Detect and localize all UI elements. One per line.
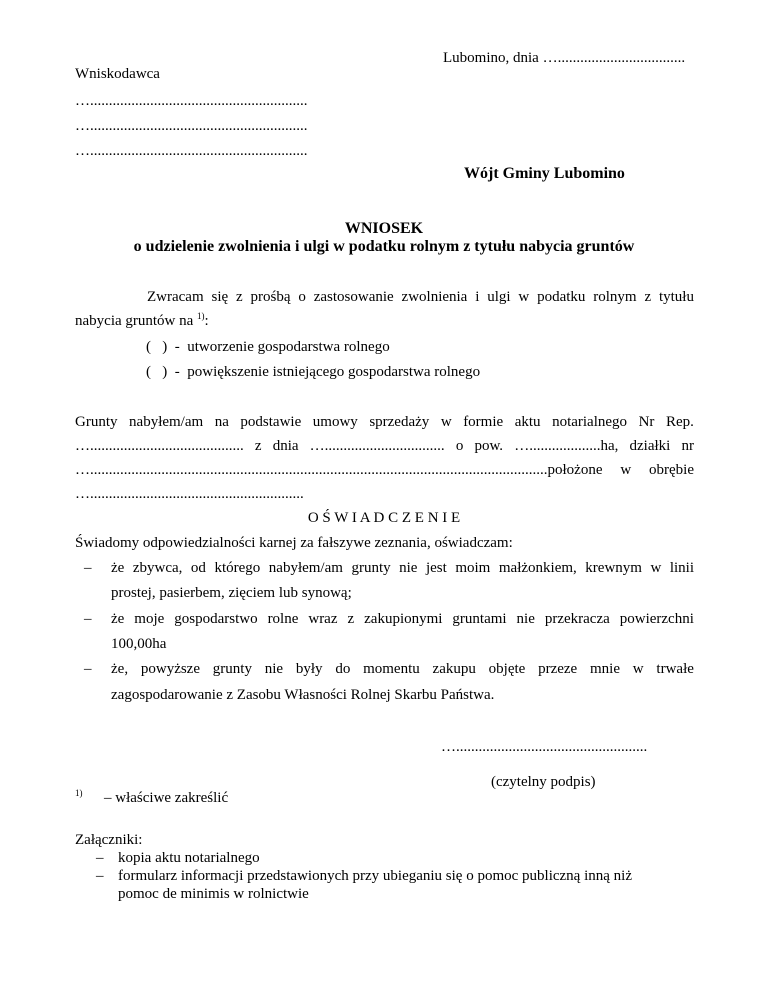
word: rolnym: [593, 289, 637, 305]
word: formie: [463, 414, 504, 430]
signature-label: (czytelny podpis): [491, 774, 596, 790]
word: zbywca,: [132, 560, 183, 576]
option-checkbox[interactable]: ( ): [146, 364, 168, 380]
bullet-dash: –: [96, 868, 104, 884]
word: mnie: [590, 661, 621, 677]
word: zakupionymi: [364, 611, 443, 627]
word: w: [518, 289, 530, 305]
land-line-3: [75, 462, 694, 479]
word: Zwracam: [147, 289, 204, 305]
word: …..........................................................................................................................położone: [75, 462, 603, 478]
word: objęte: [488, 661, 526, 677]
declaration-item-3-line-2: zagospodarowanie z Zasobu Własności Rolnej Skarbu Państwa.: [111, 687, 495, 703]
word: prośbą: [250, 289, 291, 305]
word: …................................: [309, 438, 445, 454]
word: …...................ha,: [514, 438, 619, 454]
declaration-item-3-line-1: [111, 661, 694, 678]
applicant-line-3: …..........................................................: [75, 143, 308, 159]
word: w: [632, 661, 644, 677]
applicant-label: Wniskodawca: [75, 66, 160, 82]
land-line-4: ….........................................................: [75, 486, 304, 502]
word: były: [295, 661, 323, 677]
word: nabyłem/am: [268, 560, 343, 576]
word: do: [335, 661, 351, 677]
word: że: [111, 560, 125, 576]
land-line-1: [75, 414, 694, 431]
footnote: [75, 790, 228, 807]
bullet-dash: –: [84, 611, 92, 627]
declaration-item-2-line-2: 100,00ha: [111, 636, 167, 652]
word: w: [440, 414, 452, 430]
word: w: [650, 560, 662, 576]
word: notarialnego: [552, 414, 628, 430]
word: nie: [516, 611, 535, 627]
word: gospodarstwo: [174, 611, 258, 627]
word: wraz: [308, 611, 338, 627]
word: że,: [111, 661, 129, 677]
word: którego: [214, 560, 261, 576]
word: o: [298, 289, 306, 305]
word: Rep.: [665, 414, 694, 430]
footnote-text: – właściwe zakreślić: [104, 790, 229, 806]
declaration-item-2-line-1: [111, 611, 694, 628]
word: działki: [629, 438, 671, 454]
word: trwałe: [656, 661, 694, 677]
word: momentu: [363, 661, 420, 677]
option-new-farm: ( ) - utworzenie gospodarstwa rolnego: [146, 339, 390, 355]
option-label: utworzenie gospodarstwa rolnego: [187, 339, 390, 355]
attachment-item-1: kopia aktu notarialnego: [118, 850, 260, 866]
word: zastosowanie: [313, 289, 394, 305]
word: o: [455, 438, 464, 454]
signature-line: …...................................................: [441, 739, 648, 755]
attachments-label: Załączniki:: [75, 832, 143, 848]
word: dnia: [272, 438, 299, 454]
word: podstawie: [240, 414, 302, 430]
word: grunty: [212, 661, 252, 677]
word: nie: [264, 661, 284, 677]
option-checkbox[interactable]: ( ): [146, 339, 168, 355]
option-enlarge-farm: ( ) - powiększenie istniejącego gospodarstwa rolnego: [146, 364, 481, 380]
word: linii: [669, 560, 694, 576]
attachment-item-2-line-2: pomoc de minimis w rolnictwie: [118, 886, 309, 902]
word: jest: [425, 560, 447, 576]
word: Nr: [638, 414, 655, 430]
word: ulgi: [487, 289, 511, 305]
word: obrębie: [649, 462, 694, 478]
footnote-mark: 1): [75, 788, 83, 798]
word: nr: [681, 438, 694, 454]
word: i: [475, 289, 480, 305]
request-intro-line-2: [75, 313, 209, 330]
word: rolne: [267, 611, 299, 627]
footnote-reference: 1): [197, 311, 205, 321]
word: z: [254, 438, 262, 454]
word: tytułu: [658, 289, 694, 305]
word: przeze: [538, 661, 578, 677]
applicant-line-1: …..........................................................: [75, 93, 308, 109]
request-intro-text: nabycia gruntów na: [75, 313, 194, 329]
option-label: powiększenie istniejącego gospodarstwa rolnego: [187, 364, 481, 380]
word: przekracza: [544, 611, 610, 627]
declaration-item-1-line-1: [111, 560, 694, 577]
word: nie: [399, 560, 418, 576]
place-date: Lubomino, dnia …..................................: [443, 50, 686, 66]
word: że: [111, 611, 125, 627]
word: aktu: [514, 414, 541, 430]
document-title: WNIOSEK: [344, 220, 424, 237]
word: ….........................................: [75, 438, 244, 454]
word: na: [214, 414, 229, 430]
word: grunty: [351, 560, 391, 576]
request-intro-line-1: [147, 289, 694, 306]
document-subtitle: o udzielenie zwolnienia i ulgi w podatku rolnym z tytułu nabycia gruntów: [133, 238, 635, 255]
recipient: Wójt Gminy Lubomino: [464, 165, 625, 182]
word: krewnym: [585, 560, 642, 576]
applicant-line-2: …..........................................................: [75, 118, 308, 134]
bullet-dash: –: [84, 560, 92, 576]
word: się: [211, 289, 229, 305]
word: Grunty: [75, 414, 118, 430]
word: z: [347, 611, 355, 627]
declaration-heading: O Ś W I A D C Z E N I E: [307, 510, 461, 526]
word: sprzedaży: [369, 414, 430, 430]
word: pow.: [474, 438, 504, 454]
word: od: [190, 560, 206, 576]
word: gruntami: [452, 611, 507, 627]
word: umowy: [312, 414, 358, 430]
word: powyższe: [140, 661, 201, 677]
word: z: [644, 289, 652, 305]
word: powierzchni: [619, 611, 694, 627]
word: z: [236, 289, 243, 305]
word: moim: [455, 560, 491, 576]
declaration-item-1-line-2: prostej, pasierbem, zięciem lub synową;: [111, 585, 352, 601]
word: w: [620, 462, 632, 478]
colon: :: [204, 313, 209, 329]
word: podatku: [537, 289, 586, 305]
word: moje: [134, 611, 165, 627]
land-line-2: [75, 438, 694, 455]
word: małżonkiem,: [498, 560, 577, 576]
bullet-dash: –: [96, 850, 104, 866]
word: zakupu: [432, 661, 476, 677]
word: zwolnienia: [401, 289, 468, 305]
declaration-intro: Świadomy odpowiedzialności karnej za fałszywe zeznania, oświadczam:: [75, 535, 513, 551]
bullet-dash: –: [84, 661, 92, 677]
attachment-item-2-line-1: formularz informacji przedstawionych przy ubieganiu się o pomoc publiczną inną niż: [118, 868, 632, 884]
word: nabyłem/am: [129, 414, 204, 430]
